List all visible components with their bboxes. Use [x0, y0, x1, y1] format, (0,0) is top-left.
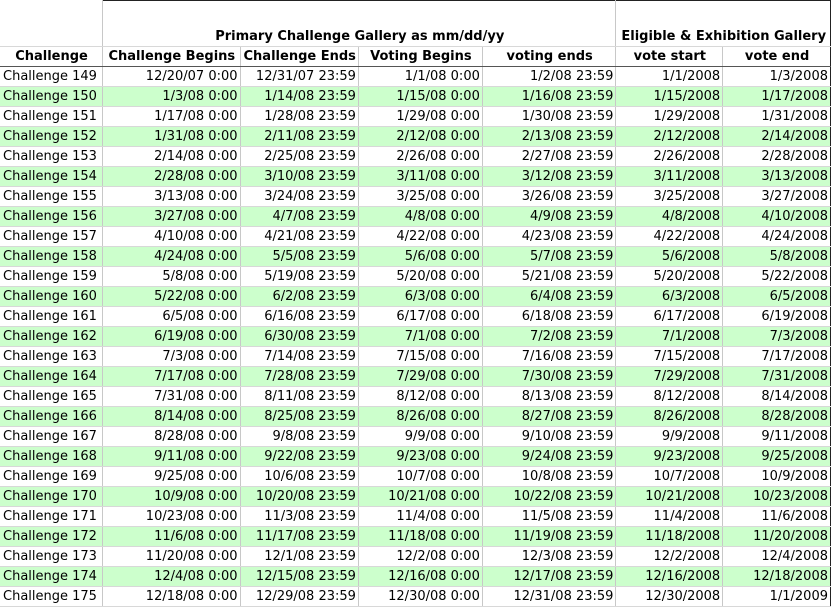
cell-challenge-begins[interactable]: 11/20/08 0:00: [103, 547, 240, 567]
cell-challenge-begins[interactable]: 12/4/08 0:00: [103, 567, 240, 587]
cell-challenge-ends[interactable]: 6/2/08 23:59: [240, 287, 358, 307]
cell-voting-ends[interactable]: 1/30/08 23:59: [482, 107, 616, 127]
cell-vote-start[interactable]: 5/20/2008: [616, 267, 723, 287]
cell-challenge[interactable]: Challenge 161: [0, 307, 103, 327]
cell-vote-end[interactable]: 2/14/2008: [723, 127, 831, 147]
cell-voting-ends[interactable]: 8/13/08 23:59: [482, 387, 616, 407]
cell-voting-begins[interactable]: 12/2/08 0:00: [358, 547, 482, 567]
table-row: [0, 207, 831, 227]
cell-vote-start[interactable]: 2/12/2008: [616, 127, 723, 147]
cell-voting-ends[interactable]: 5/21/08 23:59: [482, 267, 616, 287]
table-row: [0, 107, 831, 127]
table-row: [0, 227, 831, 247]
cell-voting-ends[interactable]: 7/2/08 23:59: [482, 327, 616, 347]
cell-vote-end[interactable]: 3/13/2008: [723, 167, 831, 187]
cell-challenge-ends[interactable]: 9/8/08 23:59: [240, 427, 358, 447]
cell-vote-end[interactable]: 9/25/2008: [723, 447, 831, 467]
table-row: [0, 287, 831, 307]
cell-challenge[interactable]: Challenge 152: [0, 127, 103, 147]
cell-challenge-ends[interactable]: 3/10/08 23:59: [240, 167, 358, 187]
table-row: [0, 467, 831, 487]
cell-challenge-ends[interactable]: 4/7/08 23:59: [240, 207, 358, 227]
cell-challenge-begins[interactable]: 3/13/08 0:00: [103, 187, 240, 207]
cell-challenge[interactable]: Challenge 155: [0, 187, 103, 207]
cell-voting-ends[interactable]: 6/18/08 23:59: [482, 307, 616, 327]
col-header-voting-begins[interactable]: Voting Begins: [358, 47, 482, 67]
cell-challenge[interactable]: Challenge 166: [0, 407, 103, 427]
table-row: [0, 427, 831, 447]
cell-voting-begins[interactable]: 2/12/08 0:00: [358, 127, 482, 147]
cell-challenge-ends[interactable]: 12/15/08 23:59: [240, 567, 358, 587]
cell-vote-end[interactable]: 11/20/2008: [723, 527, 831, 547]
eligible-gallery-title[interactable]: Eligible & Exhibition Gallery: [616, 1, 831, 47]
cell-voting-begins[interactable]: 8/26/08 0:00: [358, 407, 482, 427]
table-row: [0, 347, 831, 367]
table-row: [0, 407, 831, 427]
cell-voting-ends[interactable]: 3/26/08 23:59: [482, 187, 616, 207]
cell-voting-ends[interactable]: 8/27/08 23:59: [482, 407, 616, 427]
table-row: [0, 307, 831, 327]
table-row: [0, 587, 831, 607]
table-row: [0, 507, 831, 527]
table-row: [0, 387, 831, 407]
cell-challenge[interactable]: Challenge 167: [0, 427, 103, 447]
cell-challenge[interactable]: Challenge 163: [0, 347, 103, 367]
table-row: [0, 487, 831, 507]
cell-challenge[interactable]: Challenge 164: [0, 367, 103, 387]
cell-voting-ends[interactable]: 11/5/08 23:59: [482, 507, 616, 527]
cell-challenge-ends[interactable]: 1/14/08 23:59: [240, 87, 358, 107]
cell-vote-end[interactable]: 1/1/2009: [723, 587, 831, 607]
cell-vote-start[interactable]: 10/7/2008: [616, 467, 723, 487]
col-header-challenge[interactable]: Challenge: [0, 47, 103, 67]
cell-vote-end[interactable]: 10/23/2008: [723, 487, 831, 507]
cell-vote-start[interactable]: 1/1/2008: [616, 67, 723, 87]
cell-challenge-ends[interactable]: 8/11/08 23:59: [240, 387, 358, 407]
cell-voting-ends[interactable]: 10/8/08 23:59: [482, 467, 616, 487]
cell-voting-begins[interactable]: 12/16/08 0:00: [358, 567, 482, 587]
cell-vote-end[interactable]: 3/27/2008: [723, 187, 831, 207]
cell-challenge-ends[interactable]: 7/14/08 23:59: [240, 347, 358, 367]
table-row: [0, 147, 831, 167]
cell-vote-start[interactable]: 12/30/2008: [616, 587, 723, 607]
cell-voting-begins[interactable]: 5/6/08 0:00: [358, 247, 482, 267]
cell-voting-begins[interactable]: 8/12/08 0:00: [358, 387, 482, 407]
cell-vote-start[interactable]: 5/6/2008: [616, 247, 723, 267]
cell-challenge-ends[interactable]: 12/1/08 23:59: [240, 547, 358, 567]
cell-voting-begins[interactable]: 3/25/08 0:00: [358, 187, 482, 207]
cell-vote-start[interactable]: 11/4/2008: [616, 507, 723, 527]
cell-vote-end[interactable]: 10/9/2008: [723, 467, 831, 487]
cell-challenge-begins[interactable]: 11/6/08 0:00: [103, 527, 240, 547]
cell-voting-begins[interactable]: 10/21/08 0:00: [358, 487, 482, 507]
cell-challenge[interactable]: Challenge 158: [0, 247, 103, 267]
cell-challenge-ends[interactable]: 2/25/08 23:59: [240, 147, 358, 167]
cell-vote-end[interactable]: 2/28/2008: [723, 147, 831, 167]
cell-vote-start[interactable]: 4/22/2008: [616, 227, 723, 247]
cell-challenge-begins[interactable]: 4/24/08 0:00: [103, 247, 240, 267]
corner-cell[interactable]: [0, 1, 103, 47]
cell-challenge[interactable]: Challenge 170: [0, 487, 103, 507]
cell-challenge-begins[interactable]: 7/31/08 0:00: [103, 387, 240, 407]
cell-vote-end[interactable]: 11/6/2008: [723, 507, 831, 527]
cell-challenge[interactable]: Challenge 151: [0, 107, 103, 127]
table-row: [0, 187, 831, 207]
col-header-challenge-begins[interactable]: Challenge Begins: [103, 47, 240, 67]
cell-vote-start[interactable]: 7/29/2008: [616, 367, 723, 387]
cell-challenge-begins[interactable]: 6/5/08 0:00: [103, 307, 240, 327]
cell-voting-begins[interactable]: 7/1/08 0:00: [358, 327, 482, 347]
cell-challenge-ends[interactable]: 12/31/07 23:59: [240, 67, 358, 87]
cell-vote-end[interactable]: 5/22/2008: [723, 267, 831, 287]
cell-challenge-ends[interactable]: 1/28/08 23:59: [240, 107, 358, 127]
cell-vote-end[interactable]: 7/17/2008: [723, 347, 831, 367]
table-row: [0, 527, 831, 547]
table-row: [0, 167, 831, 187]
cell-voting-begins[interactable]: 4/8/08 0:00: [358, 207, 482, 227]
cell-voting-ends[interactable]: 10/22/08 23:59: [482, 487, 616, 507]
cell-voting-begins[interactable]: 10/7/08 0:00: [358, 467, 482, 487]
cell-vote-start[interactable]: 12/16/2008: [616, 567, 723, 587]
table-row: [0, 447, 831, 467]
table-body: [0, 67, 831, 607]
cell-voting-ends[interactable]: 9/10/08 23:59: [482, 427, 616, 447]
cell-challenge-begins[interactable]: 2/14/08 0:00: [103, 147, 240, 167]
cell-vote-end[interactable]: 12/4/2008: [723, 547, 831, 567]
cell-challenge-ends[interactable]: 12/29/08 23:59: [240, 587, 358, 607]
cell-challenge-begins[interactable]: 7/3/08 0:00: [103, 347, 240, 367]
cell-voting-begins[interactable]: 1/15/08 0:00: [358, 87, 482, 107]
cell-voting-begins[interactable]: 11/18/08 0:00: [358, 527, 482, 547]
cell-challenge[interactable]: Challenge 172: [0, 527, 103, 547]
cell-vote-end[interactable]: 7/3/2008: [723, 327, 831, 347]
cell-voting-ends[interactable]: 1/16/08 23:59: [482, 87, 616, 107]
cell-voting-ends[interactable]: 2/27/08 23:59: [482, 147, 616, 167]
cell-voting-ends[interactable]: 1/2/08 23:59: [482, 67, 616, 87]
cell-vote-start[interactable]: 6/3/2008: [616, 287, 723, 307]
cell-challenge-ends[interactable]: 5/5/08 23:59: [240, 247, 358, 267]
cell-vote-end[interactable]: 1/31/2008: [723, 107, 831, 127]
cell-voting-ends[interactable]: 11/19/08 23:59: [482, 527, 616, 547]
table-row: [0, 67, 831, 87]
table-row: [0, 567, 831, 587]
cell-voting-begins[interactable]: 4/22/08 0:00: [358, 227, 482, 247]
cell-challenge[interactable]: Challenge 168: [0, 447, 103, 467]
col-header-vote-start[interactable]: vote start: [616, 47, 723, 67]
cell-vote-end[interactable]: 4/10/2008: [723, 207, 831, 227]
col-header-challenge-ends[interactable]: Challenge Ends: [240, 47, 358, 67]
cell-vote-start[interactable]: 3/25/2008: [616, 187, 723, 207]
cell-voting-begins[interactable]: 3/11/08 0:00: [358, 167, 482, 187]
cell-voting-ends[interactable]: 2/13/08 23:59: [482, 127, 616, 147]
cell-voting-begins[interactable]: 5/20/08 0:00: [358, 267, 482, 287]
cell-challenge[interactable]: Challenge 169: [0, 467, 103, 487]
cell-vote-end[interactable]: 8/28/2008: [723, 407, 831, 427]
cell-challenge[interactable]: Challenge 150: [0, 87, 103, 107]
table-row: [0, 367, 831, 387]
primary-gallery-title[interactable]: Primary Challenge Gallery as mm/dd/yy: [103, 1, 616, 47]
cell-challenge-begins[interactable]: 8/14/08 0:00: [103, 407, 240, 427]
cell-challenge-ends[interactable]: 8/25/08 23:59: [240, 407, 358, 427]
cell-voting-ends[interactable]: 12/17/08 23:59: [482, 567, 616, 587]
cell-voting-begins[interactable]: 6/3/08 0:00: [358, 287, 482, 307]
cell-vote-end[interactable]: 6/19/2008: [723, 307, 831, 327]
cell-challenge[interactable]: Challenge 153: [0, 147, 103, 167]
cell-challenge[interactable]: Challenge 165: [0, 387, 103, 407]
cell-vote-end[interactable]: 7/31/2008: [723, 367, 831, 387]
table-row: [0, 127, 831, 147]
cell-vote-start[interactable]: 11/18/2008: [616, 527, 723, 547]
cell-challenge[interactable]: Challenge 160: [0, 287, 103, 307]
cell-challenge-begins[interactable]: 10/9/08 0:00: [103, 487, 240, 507]
cell-challenge-begins[interactable]: 1/3/08 0:00: [103, 87, 240, 107]
cell-challenge-ends[interactable]: 10/20/08 23:59: [240, 487, 358, 507]
table-row: [0, 327, 831, 347]
cell-challenge-begins[interactable]: 9/11/08 0:00: [103, 447, 240, 467]
cell-challenge-begins[interactable]: 9/25/08 0:00: [103, 467, 240, 487]
table-row: [0, 247, 831, 267]
cell-voting-ends[interactable]: 7/30/08 23:59: [482, 367, 616, 387]
cell-voting-begins[interactable]: 9/9/08 0:00: [358, 427, 482, 447]
cell-voting-ends[interactable]: 3/12/08 23:59: [482, 167, 616, 187]
cell-challenge-ends[interactable]: 3/24/08 23:59: [240, 187, 358, 207]
cell-vote-start[interactable]: 4/8/2008: [616, 207, 723, 227]
cell-challenge-ends[interactable]: 11/17/08 23:59: [240, 527, 358, 547]
cell-vote-end[interactable]: 4/24/2008: [723, 227, 831, 247]
cell-voting-ends[interactable]: 5/7/08 23:59: [482, 247, 616, 267]
cell-challenge-begins[interactable]: 12/18/08 0:00: [103, 587, 240, 607]
cell-vote-start[interactable]: 2/26/2008: [616, 147, 723, 167]
cell-challenge-begins[interactable]: 12/20/07 0:00: [103, 67, 240, 87]
cell-challenge[interactable]: Challenge 157: [0, 227, 103, 247]
cell-vote-start[interactable]: 10/21/2008: [616, 487, 723, 507]
cell-vote-start[interactable]: 6/17/2008: [616, 307, 723, 327]
cell-voting-ends[interactable]: 9/24/08 23:59: [482, 447, 616, 467]
cell-vote-start[interactable]: 3/11/2008: [616, 167, 723, 187]
table-row: [0, 87, 831, 107]
cell-vote-start[interactable]: 8/26/2008: [616, 407, 723, 427]
cell-voting-begins[interactable]: 1/1/08 0:00: [358, 67, 482, 87]
cell-challenge-begins[interactable]: 4/10/08 0:00: [103, 227, 240, 247]
cell-challenge[interactable]: Challenge 171: [0, 507, 103, 527]
cell-vote-end[interactable]: 1/17/2008: [723, 87, 831, 107]
cell-vote-start[interactable]: 7/15/2008: [616, 347, 723, 367]
cell-vote-end[interactable]: 6/5/2008: [723, 287, 831, 307]
cell-voting-begins[interactable]: 6/17/08 0:00: [358, 307, 482, 327]
cell-vote-end[interactable]: 8/14/2008: [723, 387, 831, 407]
cell-challenge-begins[interactable]: 1/31/08 0:00: [103, 127, 240, 147]
cell-challenge-ends[interactable]: 2/11/08 23:59: [240, 127, 358, 147]
cell-voting-begins[interactable]: 2/26/08 0:00: [358, 147, 482, 167]
cell-challenge-begins[interactable]: 8/28/08 0:00: [103, 427, 240, 447]
cell-challenge-begins[interactable]: 2/28/08 0:00: [103, 167, 240, 187]
cell-challenge-ends[interactable]: 7/28/08 23:59: [240, 367, 358, 387]
cell-challenge[interactable]: Challenge 175: [0, 587, 103, 607]
cell-challenge-ends[interactable]: 5/19/08 23:59: [240, 267, 358, 287]
cell-challenge[interactable]: Challenge 149: [0, 67, 103, 87]
cell-challenge-ends[interactable]: 11/3/08 23:59: [240, 507, 358, 527]
cell-challenge-begins[interactable]: 5/8/08 0:00: [103, 267, 240, 287]
cell-vote-start[interactable]: 12/2/2008: [616, 547, 723, 567]
cell-vote-start[interactable]: 8/12/2008: [616, 387, 723, 407]
cell-challenge-ends[interactable]: 6/30/08 23:59: [240, 327, 358, 347]
cell-challenge-ends[interactable]: 4/21/08 23:59: [240, 227, 358, 247]
cell-challenge[interactable]: Challenge 174: [0, 567, 103, 587]
col-header-vote-end[interactable]: vote end: [723, 47, 831, 67]
cell-vote-end[interactable]: 12/18/2008: [723, 567, 831, 587]
cell-challenge-ends[interactable]: 10/6/08 23:59: [240, 467, 358, 487]
cell-voting-begins[interactable]: 1/29/08 0:00: [358, 107, 482, 127]
cell-challenge[interactable]: Challenge 156: [0, 207, 103, 227]
cell-voting-begins[interactable]: 9/23/08 0:00: [358, 447, 482, 467]
cell-challenge-begins[interactable]: 6/19/08 0:00: [103, 327, 240, 347]
cell-challenge[interactable]: Challenge 173: [0, 547, 103, 567]
cell-challenge[interactable]: Challenge 154: [0, 167, 103, 187]
cell-voting-begins[interactable]: 11/4/08 0:00: [358, 507, 482, 527]
cell-voting-ends[interactable]: 7/16/08 23:59: [482, 347, 616, 367]
cell-voting-ends[interactable]: 6/4/08 23:59: [482, 287, 616, 307]
cell-challenge-begins[interactable]: 7/17/08 0:00: [103, 367, 240, 387]
cell-challenge-ends[interactable]: 6/16/08 23:59: [240, 307, 358, 327]
cell-vote-end[interactable]: 5/8/2008: [723, 247, 831, 267]
cell-challenge-begins[interactable]: 10/23/08 0:00: [103, 507, 240, 527]
cell-challenge-begins[interactable]: 3/27/08 0:00: [103, 207, 240, 227]
cell-vote-start[interactable]: 9/9/2008: [616, 427, 723, 447]
cell-challenge-ends[interactable]: 9/22/08 23:59: [240, 447, 358, 467]
cell-vote-start[interactable]: 7/1/2008: [616, 327, 723, 347]
cell-vote-start[interactable]: 1/15/2008: [616, 87, 723, 107]
cell-vote-end[interactable]: 9/11/2008: [723, 427, 831, 447]
cell-voting-ends[interactable]: 12/3/08 23:59: [482, 547, 616, 567]
cell-vote-start[interactable]: 1/29/2008: [616, 107, 723, 127]
cell-challenge-begins[interactable]: 5/22/08 0:00: [103, 287, 240, 307]
cell-challenge[interactable]: Challenge 162: [0, 327, 103, 347]
col-header-voting-ends[interactable]: voting ends: [482, 47, 616, 67]
cell-vote-start[interactable]: 9/23/2008: [616, 447, 723, 467]
table-row: [0, 267, 831, 287]
cell-challenge[interactable]: Challenge 159: [0, 267, 103, 287]
table-row: [0, 547, 831, 567]
cell-voting-ends[interactable]: 4/9/08 23:59: [482, 207, 616, 227]
cell-voting-ends[interactable]: 12/31/08 23:59: [482, 587, 616, 607]
cell-challenge-begins[interactable]: 1/17/08 0:00: [103, 107, 240, 127]
cell-voting-begins[interactable]: 7/15/08 0:00: [358, 347, 482, 367]
cell-voting-begins[interactable]: 7/29/08 0:00: [358, 367, 482, 387]
cell-voting-begins[interactable]: 12/30/08 0:00: [358, 587, 482, 607]
cell-voting-ends[interactable]: 4/23/08 23:59: [482, 227, 616, 247]
cell-vote-end[interactable]: 1/3/2008: [723, 67, 831, 87]
